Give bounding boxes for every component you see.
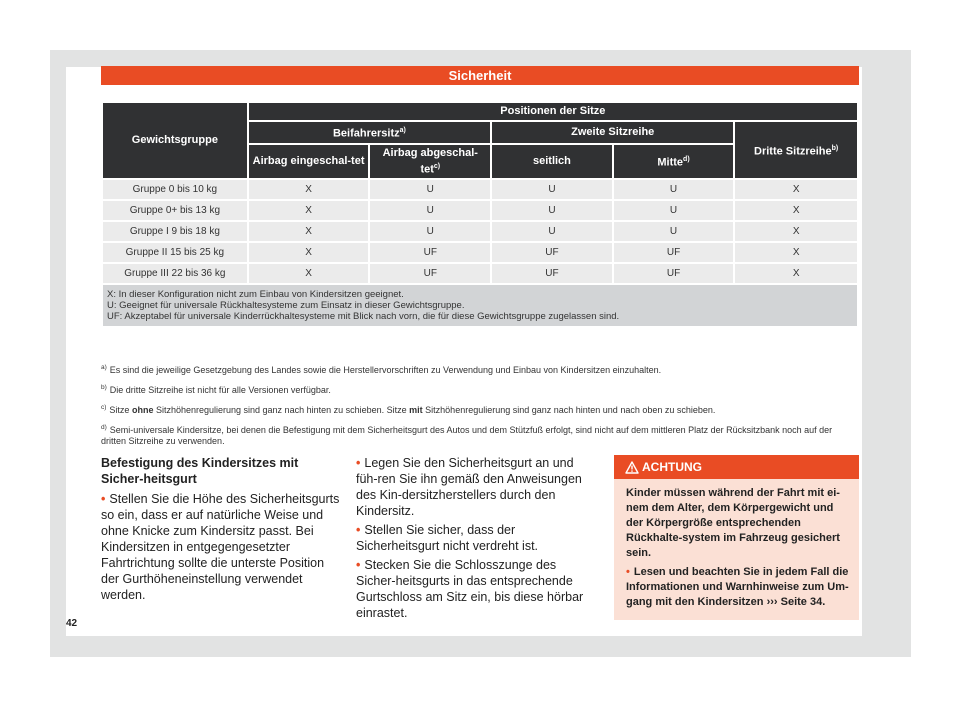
section-header: Sicherheit [101,66,859,85]
warning-triangle-icon [625,461,639,474]
list-item: • Stecken Sie die Schlosszunge des Sicher-heitsgurts in das entsprechende Gurtschloss am Sitz ein, bis diese hörbar einrastet. [356,558,584,620]
footnotes [101,362,859,453]
list-item: • Stellen Sie sicher, dass der Sicherheitsgurt nicht verdreht ist. [356,523,539,553]
airbag-off-header: Airbag abgeschal-tet$^{c)}$ [369,144,491,180]
middle-header: Mitte$^{d)}$ [613,144,735,180]
side-header: seitlich [491,144,613,180]
table-row: Gruppe II 15 bis 25 kg X UF UF UF X [102,242,858,263]
table-row: Gruppe I 9 bis 18 kg X U U U X [102,221,858,242]
warning-box [614,455,859,620]
table-row: Gruppe III 22 bis 36 kg X UF UF UF X [102,263,858,284]
footnote-d: $^{d)}$ Semi-universale Kindersitze, bei denen die Befestigung mit dem Sicherheitsgurt des Autos und dem Stützfuß erfolgt, sind nicht auf dem mittleren Platz der Rücksitzbank noch auf der dritten Sitzreihe zu verwenden. [101,424,833,446]
table-row: Gruppe 0 bis 10 kg X U U U X [102,179,858,200]
section-heading: Befestigung des Kindersitzes mit Sicher-heitsgurt [101,456,299,486]
warning-text: Kinder müssen während der Fahrt mit ei-nem dem Alter, dem Körpergewicht und der Körpergröße entsprechenden Rückhalte-system im Fahrzeug gesichert sein. [626,487,840,559]
warning-title: ACHTUNG [642,460,702,474]
text-column-left [101,455,341,606]
airbag-on-header: Airbag eingeschal-tet [248,144,370,180]
page-number: 42 [66,618,78,629]
positions-header: Positionen der Sitze [248,102,858,121]
warning-bullet: • Lesen und beachten Sie in jedem Fall die Informationen und Warnhinweise zum Um-gang mit den Kindersitzen ››› Seite 34. [626,566,849,608]
table-legend: X: In dieser Konfiguration nicht zum Einbau von Kindersitzen geeignet. U: Geeignet für universale Rückhaltesysteme zum Einsatz in dieser Gewichtsgruppe. UF: Akzeptabel für universale Kinderrückhaltesysteme mit Blick nach vorn, die für diese Gewichtsgruppe zugelassen sind. [102,284,858,327]
second-row-header: Zweite Sitzreihe [491,121,734,144]
list-item: • Legen Sie den Sicherheitsgurt an und füh-ren Sie ihn gemäß den Anweisungen des Kin-dersitzherstellers durch den Kindersitz. [356,456,582,518]
footnote-b: $^{b)}$ Die dritte Sitzreihe ist nicht für alle Versionen verfügbar. [101,384,331,395]
child-seat-table [101,101,859,328]
warning-header [614,455,859,479]
footnote-c: $^{c)}$ Sitze ohne Sitzhöhenregulierung sind ganz nach hinten zu schieben. Sitze mit Sitzhöhenregulierung sind ganz nach hinten und nach oben zu schieben. [101,404,716,415]
footnote-a: $^{a)}$ Es sind die jeweilige Gesetzgebung des Landes sowie die Herstellervorschriften zu Verwendung und Einbau von Kindersitzen einzuhalten. [101,364,662,375]
passenger-seat-header: Beifahrersitz$^{a)}$ [248,121,491,144]
third-row-header: Dritte Sitzreihe$^{b)}$ [734,121,858,179]
warning-body [614,479,859,610]
text-column-middle [356,455,596,624]
list-item: • Stellen Sie die Höhe des Sicherheitsgurts so ein, dass er auf natürliche Weise und ohne Knicke zum Kindersitz passt. Bei Kindersitzen in entgegengesetzter Fahrtrichtung sollte die unterste Position der Gurthöheneinstellung verwendet werden. [101,492,340,602]
weight-group-header: Gewichtsgruppe [102,102,248,179]
table-row: Gruppe 0+ bis 13 kg X U U U X [102,200,858,221]
